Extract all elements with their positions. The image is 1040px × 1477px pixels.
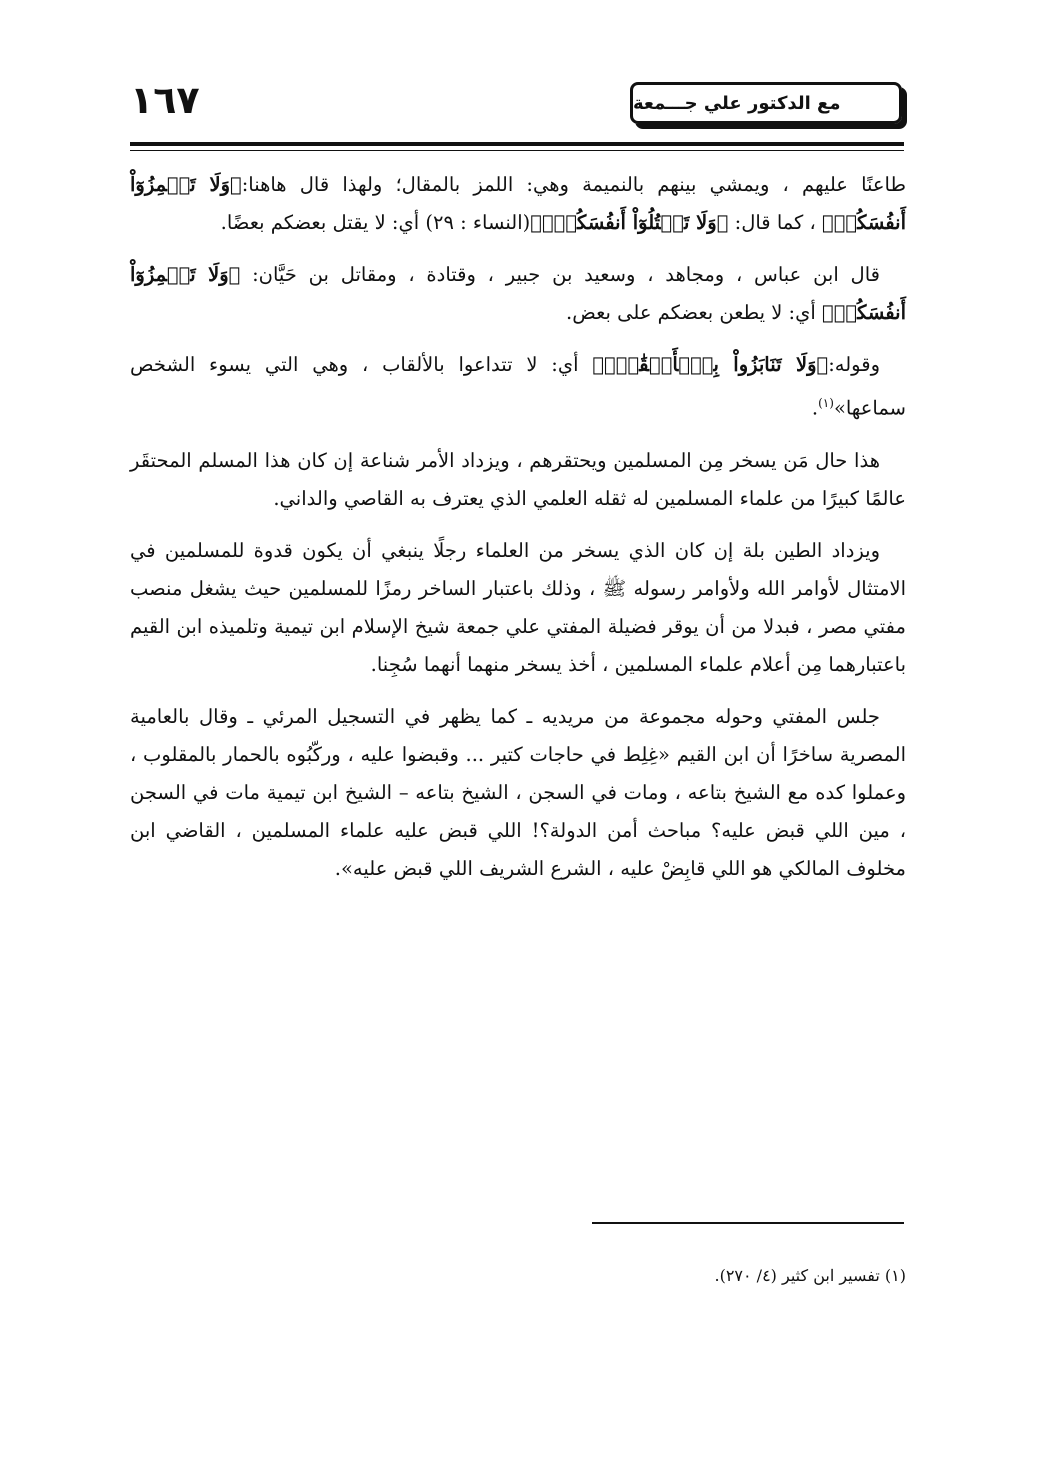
paragraph-4: هذا حال مَن يسخر مِن المسلمين ويحتقرهم ، ويزداد الأمر شناعة إن كان هذا المسلم المحتقَر عالمًا كبيرًا من علماء المسلمين له ثقله العلمي الذي يعترف به القاصي والداني. [130,448,906,510]
paragraph-6: جلس المفتي وحوله مجموعة من مريديه ـ كما يظهر في التسجيل المرئي ـ وقال بالعامية المصرية ساخرًا أن ابن القيم «غِلِط في حاجات كتير ... وقبضوا عليه ، وركّبُوه بالحمار بالمقلوب ، وعملوا كده مع الشيخ بتاعه ، ومات في السجن ، الشيخ بتاعه – الشيخ ابن تيمية مات في السجن ، مين اللي قبض عليه؟ مباحث أمن الدولة؟! اللي قبض عليه علماء المسلمين ، القاضي ابن مخلوف المالكي هو اللي قابِضْ عليه ، الشرع الشريف اللي قبض عليه». [130,704,906,880]
paragraph-3 [130,346,906,428]
text-span: ، كما قال: [728,211,823,234]
quran-verse: ﴿وَلَا تَقۡتُلُوٓاْ أَنفُسَكُمۡۚ﴾ [530,211,729,234]
header-rule-thin [130,150,904,151]
quran-verse: ﴿وَلَا تَنَابَزُواْ بِٱلۡأَلۡقَٰبِۖ﴾ [592,353,829,376]
text-span: طاعنًا عليهم ، ويمشي بينهم بالنميمة وهي: اللمز بالمقال؛ ولهذا قال هاهنا: [241,173,906,196]
paragraph-2 [130,256,906,332]
header-rule-thick [130,142,904,146]
running-title: مع الدكتور علي جـــمعة [633,92,841,114]
footnote: (١) تفسير ابن كثير (٤/ ٢٧٠). [714,1266,906,1285]
text-span: وقوله: [828,353,880,376]
page-number: ١٦٧ [130,78,200,122]
paragraph-5: ويزداد الطين بلة إن كان الذي يسخر من العلماء رجلًا ينبغي أن يكون قدوة للمسلمين في الامتثال لأوامر الله ولأوامر رسوله ﷺ ، وذلك باعتبار الساخر رمزًا للمسلمين حيث يشغل منصب مفتي مصر ، فبدلا من أن يوقر فضيلة المفتي علي جمعة شيخ الإسلام ابن تيمية وتلميذه ابن القيم باعتبارهما مِن أعلام علماء المسلمين ، أخذ يسخر منهما أنهما سُجِنا. [130,538,906,676]
footnote-separator [592,1222,904,1224]
text-span: . [811,396,819,420]
paragraph-1 [130,166,906,242]
quran-verse: ﴿وَلَا تَلۡمِزُوٓاْ أَنفُسَكُمۡ﴾ [130,173,906,234]
running-title-box [630,82,902,124]
text-span: (النساء : ٢٩) أي: لا يقتل بعضكم بعضًا. [220,211,531,234]
text-span: أي: لا تتداعوا بالألقاب ، وهي التي يسوء الشخص سماعها» [130,353,906,420]
footnote-reference[interactable]: (١) [818,396,834,410]
body-text [130,166,906,902]
text-span: أي: لا يطعن بعضكم على بعض. [566,301,823,324]
quran-verse: ﴿وَلَا تَلۡمِزُوٓاْ أَنفُسَكُمۡ﴾ [130,263,906,324]
text-span: قال ابن عباس ، ومجاهد ، وسعيد بن جبير ، وقتادة ، ومقاتل بن حَيَّان: [240,263,880,286]
